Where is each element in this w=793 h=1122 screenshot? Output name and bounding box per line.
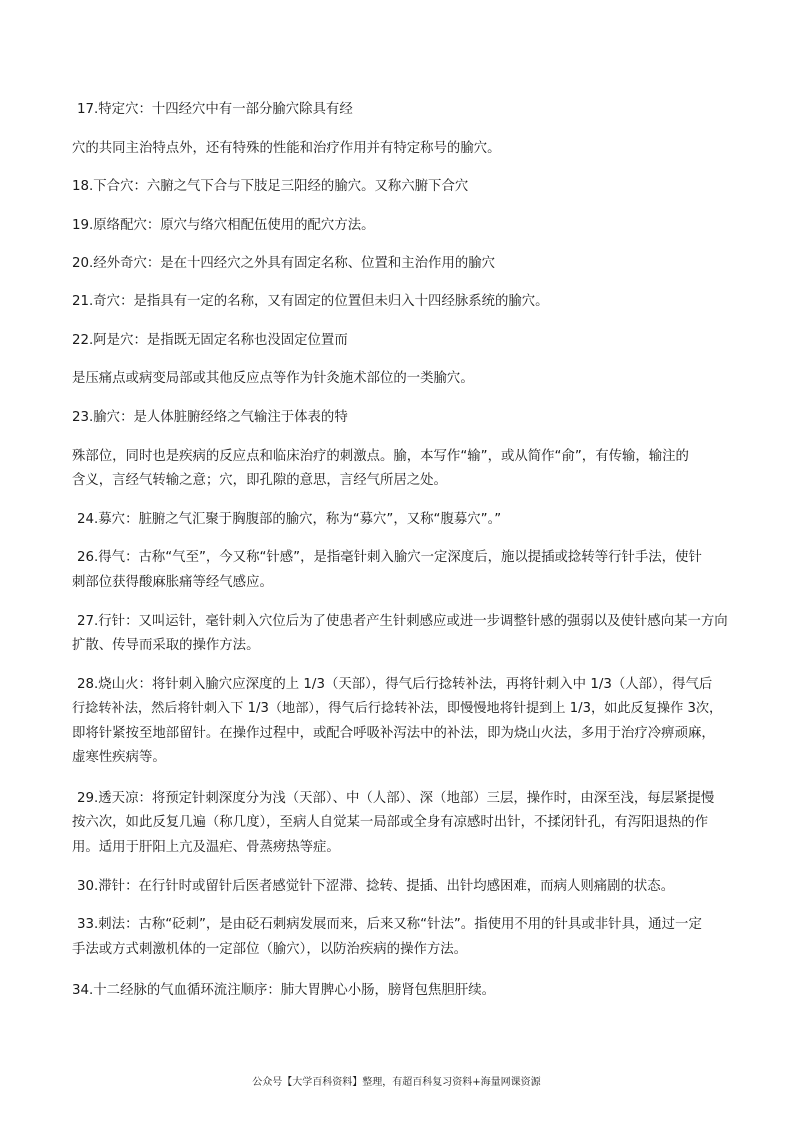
text-line: 33.刺法：古称“砭刺”，是由砭石刺病发展而来，后来又称“针法”。指使用不用的针具或非针具，通过一定 [77,917,702,932]
text-line: 是压痛点或病变局部或其他反应点等作为针灸施术部位的一类腧穴。 [72,371,474,386]
text-line: 刺部位获得酸麻胀痛等经气感应。 [72,575,273,590]
text-line: 30.滞针：在行针时或留针后医者感觉针下涩滞、捻转、提插、出针均感困难，而病人则痛剧的状态。 [77,879,675,894]
text-line: 行捻转补法，然后将针刺入下 1/3（地部），得气后行捻转补法，即慢慢地将针提到上 1/3，如此反复操作 3次， [72,701,723,716]
text-line: 含义，言经气转输之意；穴，即孔隙的意思，言经气所居之处。 [72,473,447,488]
text-line: 用。适用于肝阳上亢及温疟、骨蒸痨热等症。 [72,840,340,855]
page-footer: 公众号【大学百科资料】整理，有超百科复习资料+海量网课资源 [252,1077,541,1088]
text-line: 23.腧穴：是人体脏腑经络之气输注于体表的特 [72,410,348,425]
text-line: 27.行针：又叫运针，毫针刺入穴位后为了使患者产生针刺感应或进一步调整针感的强弱以及使针感向某一方向 [77,614,728,629]
text-line: 即将针紧按至地部留针。在操作过程中，或配合呼吸补泻法中的补法，即为烧山火法，多用于治疗冷痹顽麻， [72,726,715,741]
text-line: 34.十二经脉的气血循环流注顺序：肺大胃脾心小肠，膀肾包焦胆肝续。 [72,983,496,998]
text-line: 22.阿是穴：是指既无固定名称也没固定位置而 [72,333,348,348]
text-line: 虚寒性疾病等。 [72,750,166,765]
text-line: 按六次，如此反复几遍（称几度），至病人自觉某一局部或全身有凉感时出针，不揉闭针孔，有泻阳退热的作 [72,815,709,830]
text-line: 24.募穴：脏腑之气汇聚于胸腹部的腧穴，称为“募穴”，又称“腹募穴”。” [77,512,502,527]
text-line: 26.得气：古称“气至”，今又称“针感”，是指毫针刺入腧穴一定深度后，施以提插或捻转等行针手法，使针 [77,550,702,565]
text-line: 17.特定穴：十四经穴中有一部分腧穴除具有经 [77,102,353,117]
text-line: 28.烧山火：将针刺入腧穴应深度的上 1/3（天部），得气后行捻转补法，再将针刺入中 1/3（人部），得气后 [77,677,713,692]
text-line: 穴的共同主治特点外，还有特殊的性能和治疗作用并有特定称号的腧穴。 [72,141,501,156]
text-line: 18.下合穴：六腑之气下合与下肢足三阳经的腧穴。又称六腑下合穴 [72,179,469,194]
text-line: 殊部位，同时也是疾病的反应点和临床治疗的刺激点。腧，本写作“输”，或从简作“俞”，有传输，输注的 [72,449,689,464]
text-line: 29.透天凉：将预定针刺深度分为浅（天部）、中（人部）、深（地部）三层，操作时，由深至浅，每层紧提慢 [77,791,715,806]
text-line: 21.奇穴：是指具有一定的名称，又有固定的位置但未归入十四经脉系统的腧穴。 [72,294,549,309]
text-line: 手法或方式刺激机体的一定部位（腧穴），以防治疾病的操作方法。 [72,942,468,957]
text-line: 扩散、传导而采取的操作方法。 [72,638,260,653]
text-line: 19.原络配穴：原穴与络穴相配伍使用的配穴方法。 [72,218,375,233]
text-line: 20.经外奇穴：是在十四经穴之外具有固定名称、位置和主治作用的腧穴 [72,256,496,271]
